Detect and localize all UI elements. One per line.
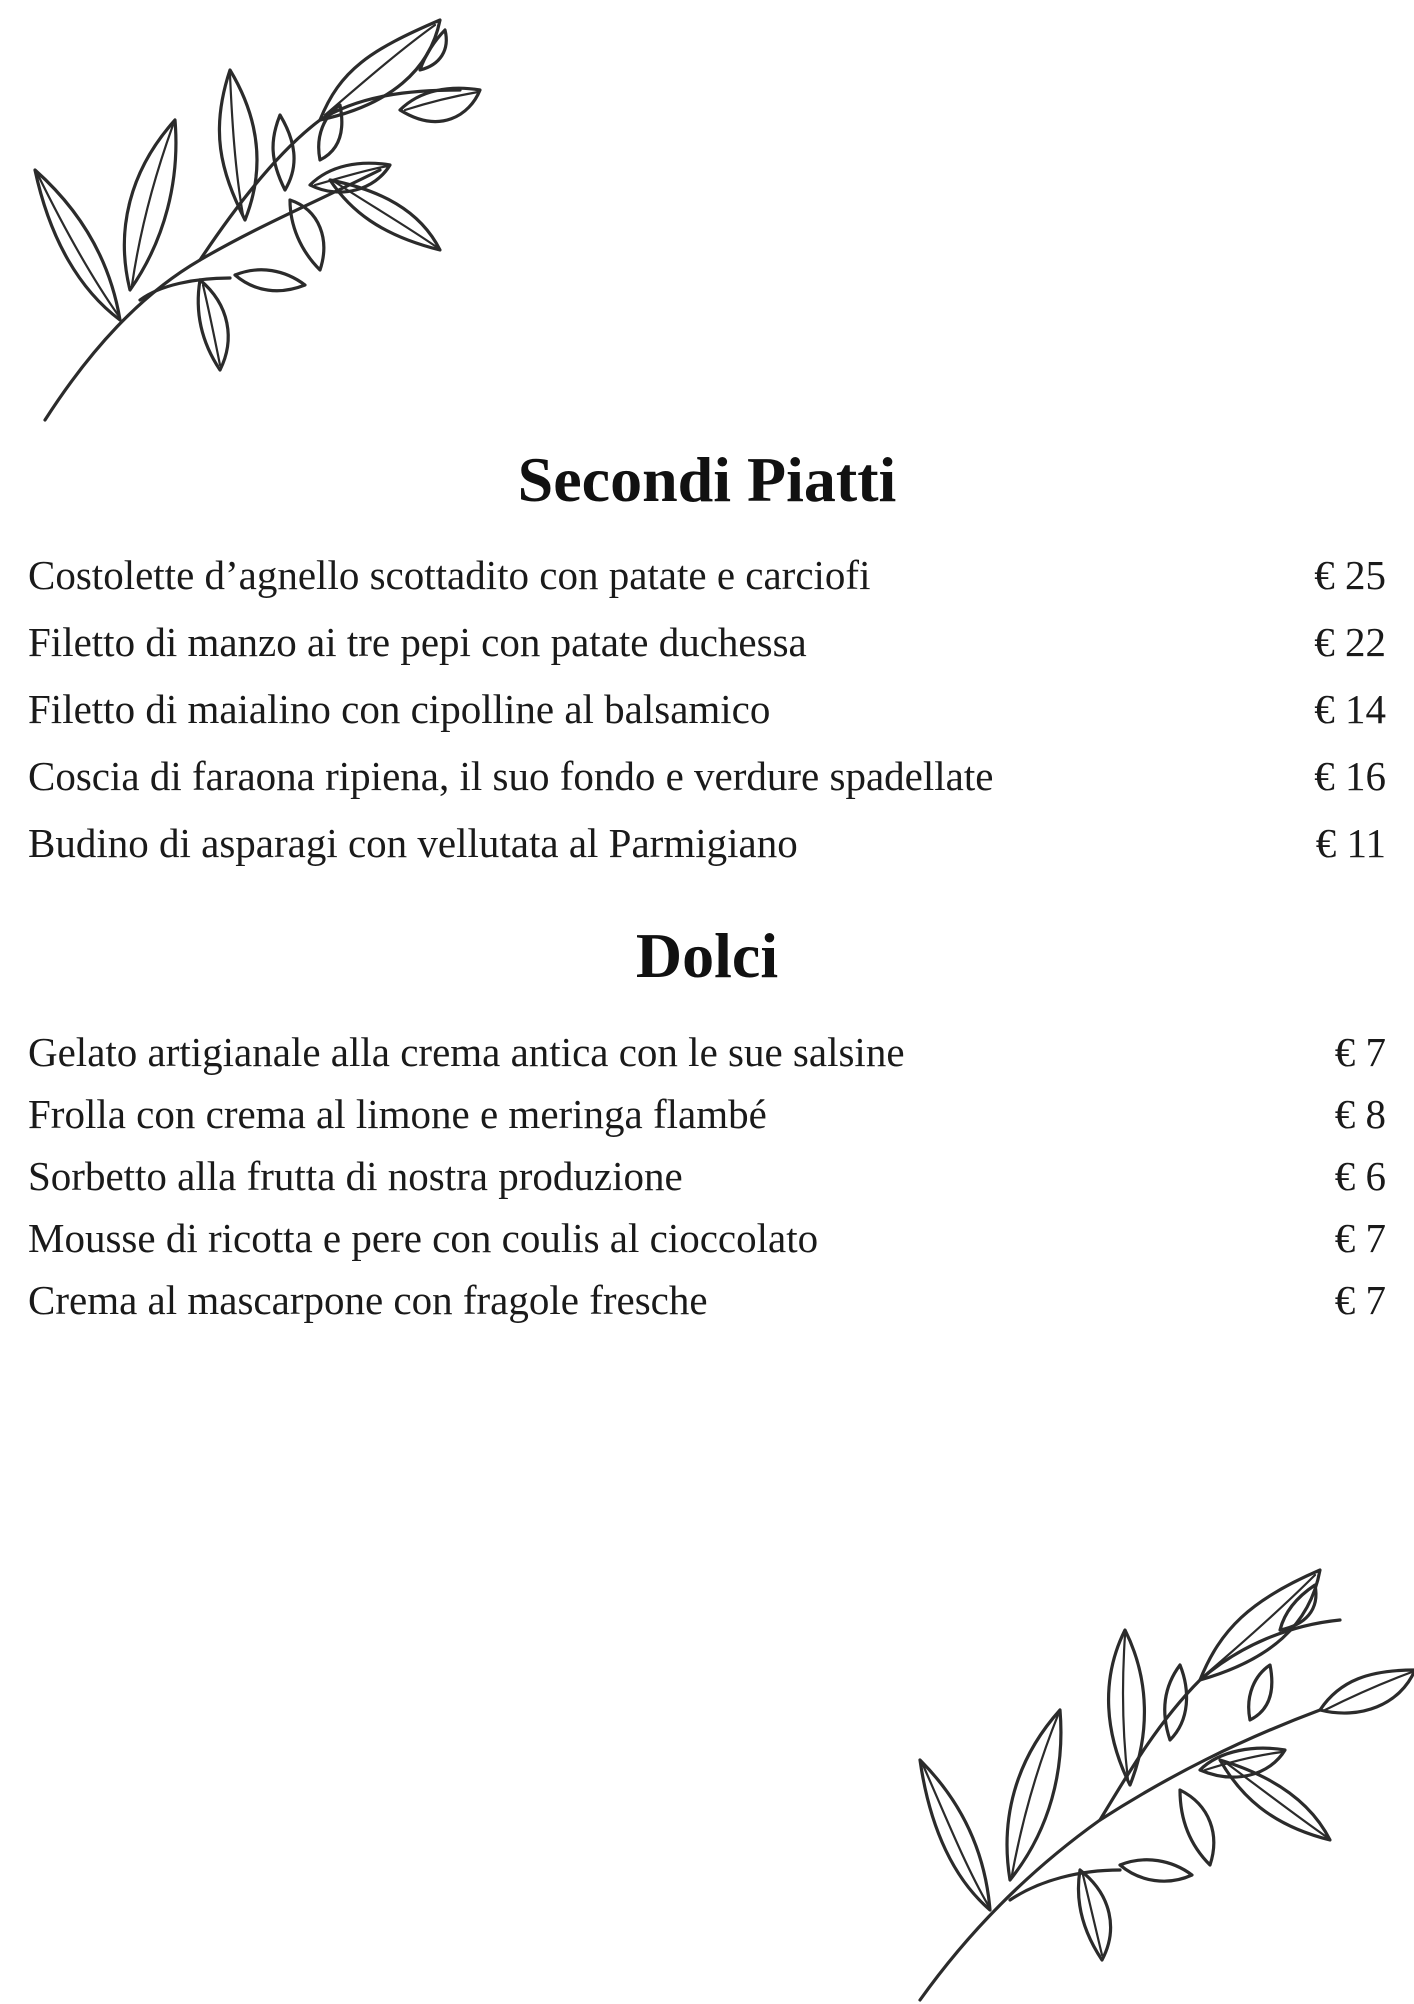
item-price: € 6 (1334, 1153, 1386, 1199)
section-title-secondi-piatti: Secondi Piatti (517, 444, 897, 515)
item-price: € 16 (1314, 753, 1386, 799)
item-name: Sorbetto alla frutta di nostra produzione (28, 1153, 683, 1199)
menu-item (28, 1215, 1386, 1280)
menu-list-dolci (28, 1029, 1386, 1342)
menu-item (28, 552, 1386, 622)
menu-item (28, 753, 1386, 823)
leaf-branch-drawing (860, 1570, 1414, 2000)
menu-item (28, 1153, 1386, 1218)
item-price: € 7 (1334, 1277, 1386, 1323)
menu-list-secondi-piatti (28, 552, 1386, 890)
menu-item (28, 1091, 1386, 1156)
item-name: Gelato artigianale alla crema antica con le sue salsine (28, 1029, 905, 1075)
item-price: € 14 (1314, 686, 1386, 732)
menu-item (28, 1277, 1386, 1342)
menu-item (28, 820, 1386, 890)
section-title-dolci: Dolci (635, 920, 779, 991)
item-price: € 8 (1334, 1091, 1386, 1137)
item-name: Costolette d’agnello scottadito con patate e carciofi (28, 552, 871, 598)
item-name: Coscia di faraona ripiena, il suo fondo e verdure spadellate (28, 753, 994, 799)
menu-item (28, 619, 1386, 689)
item-price: € 7 (1334, 1029, 1386, 1075)
leaf-branch-icon (860, 1570, 1414, 2000)
item-price: € 22 (1314, 619, 1386, 665)
item-name: Filetto di maialino con cipolline al balsamico (28, 686, 771, 732)
item-name: Mousse di ricotta e pere con coulis al cioccolato (28, 1215, 819, 1261)
item-name: Filetto di manzo ai tre pepi con patate duchessa (28, 619, 807, 665)
menu-item (28, 1029, 1386, 1094)
item-name: Budino di asparagi con vellutata al Parmigiano (28, 820, 798, 866)
menu-item (28, 686, 1386, 756)
item-name: Frolla con crema al limone e meringa flambé (28, 1091, 767, 1137)
item-price: € 7 (1334, 1215, 1386, 1261)
leaf-branch-drawing (20, 10, 490, 430)
item-name: Crema al mascarpone con fragole fresche (28, 1277, 708, 1323)
item-price: € 11 (1315, 820, 1386, 866)
item-price: € 25 (1314, 552, 1386, 598)
leaf-branch-icon (20, 10, 490, 430)
